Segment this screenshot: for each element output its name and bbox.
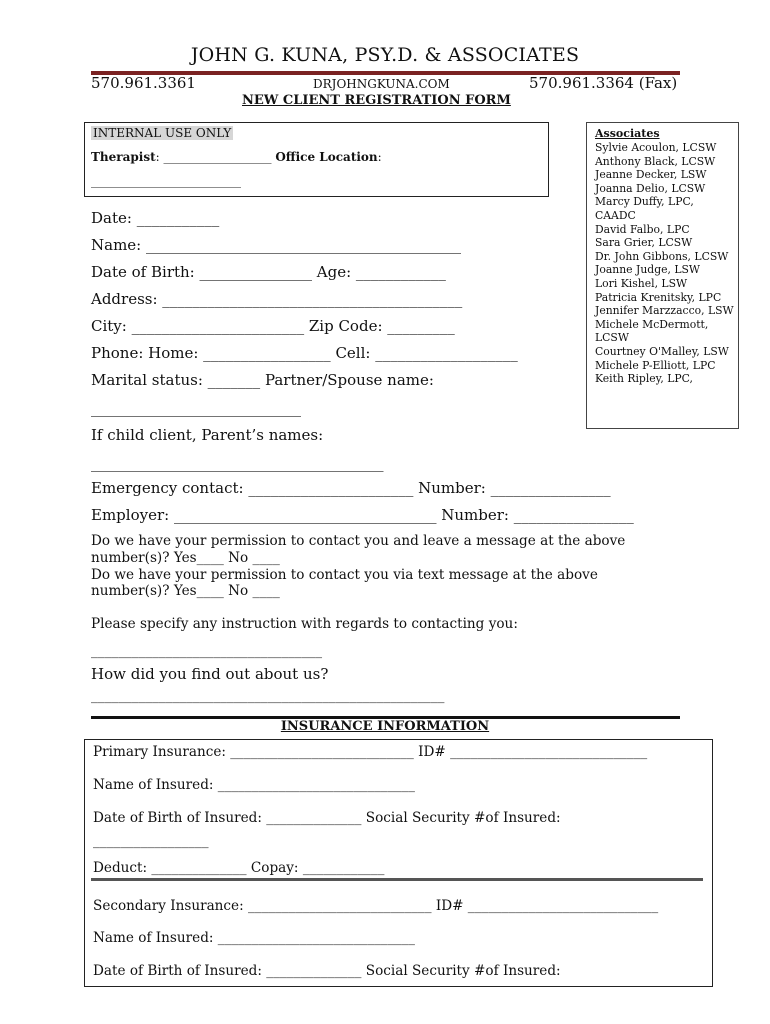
primary-ssn-line[interactable]: _________________ <box>93 833 209 849</box>
deduct-copay-field[interactable]: Deduct: ______________ Copay: ____________ <box>93 860 385 876</box>
secondary-insured-name-field[interactable]: Name of Insured: _____________________________ <box>93 930 415 946</box>
practice-title: JOHN G. KUNA, PSY.D. & ASSOCIATES <box>190 44 580 66</box>
text-permission-answer[interactable]: number(s)? Yes____ No ____ <box>91 583 280 599</box>
associate-name: Courtney O'Malley, LSW <box>595 344 729 358</box>
secondary-insurance-field[interactable]: Secondary Insurance: ___________________________ ID# ____________________________ <box>93 898 659 914</box>
associate-name: Anthony Black, LCSW <box>595 154 716 168</box>
primary-insured-dob-ssn-field[interactable]: Date of Birth of Insured: ______________ Social Security #of Insured: <box>93 810 561 826</box>
name-field[interactable]: Name: __________________________________________ <box>91 236 461 254</box>
insurance-title: INSURANCE INFORMATION <box>280 719 490 734</box>
referral-source-label: How did you find out about us? <box>91 665 329 683</box>
associates-list <box>595 141 737 386</box>
phone-number: 570.961.3361 <box>91 74 196 92</box>
referral-source-line[interactable]: ____________________________________________________ <box>91 688 445 704</box>
internal-use-label: INTERNAL USE ONLY <box>93 126 232 140</box>
message-permission-answer[interactable]: number(s)? Yes____ No ____ <box>91 550 280 566</box>
associates-box <box>586 122 739 429</box>
associate-name: David Falbo, LPC <box>595 222 690 236</box>
associate-name: Keith Ripley, LPC, <box>595 372 693 386</box>
associate-name: Marcy Duffy, LPC, CAADC <box>595 195 694 222</box>
phone-field[interactable]: Phone: Home: _________________ Cell: ___________________ <box>91 344 518 362</box>
associate-name: Michele McDermott, LCSW <box>595 317 709 345</box>
associate-name: Dr. John Gibbons, LCSW <box>595 249 729 263</box>
text-permission-question: Do we have your permission to contact you via text message at the above <box>91 567 598 583</box>
fax-number: 570.961.3364 (Fax) <box>529 74 678 92</box>
associate-name: Sylvie Acoulon, LCSW <box>595 141 717 154</box>
dob-age-field[interactable]: Date of Birth: _______________ Age: ____________ <box>91 263 446 281</box>
city-zip-field[interactable]: City: _______________________ Zip Code: _________ <box>91 317 455 335</box>
website: DRJOHNGKUNA.COM <box>313 77 450 91</box>
parent-names-label: If child client, Parent’s names: <box>91 426 324 444</box>
associate-name: Jennifer Marzzacco, LSW <box>595 304 734 318</box>
insurance-separator <box>91 878 703 881</box>
employer-field[interactable]: Employer: ___________________________________ Number: ________________ <box>91 506 634 524</box>
associate-name: Joanna Delio, LCSW <box>595 181 706 195</box>
associates-title: Associates <box>595 127 660 140</box>
form-title: NEW CLIENT REGISTRATION FORM <box>242 93 511 108</box>
parent-names-line[interactable]: _______________________________________ <box>91 454 384 472</box>
primary-insurance-field[interactable]: Primary Insurance: ___________________________ ID# _____________________________ <box>93 744 648 760</box>
emergency-contact-field[interactable]: Emergency contact: ______________________ Number: ________________ <box>91 479 611 497</box>
associate-name: Joanne Judge, LSW <box>595 263 701 277</box>
date-field[interactable]: Date: ___________ <box>91 209 220 227</box>
primary-insured-name-field[interactable]: Name of Insured: _____________________________ <box>93 777 415 793</box>
contact-instruction-label: Please specify any instruction with regards to contacting you: <box>91 616 518 632</box>
associate-name: Lori Kishel, LSW <box>595 276 688 290</box>
office-location-line[interactable]: _________________________ <box>91 174 241 188</box>
secondary-insured-dob-ssn-field[interactable]: Date of Birth of Insured: ______________ Social Security #of Insured: <box>93 963 561 979</box>
contact-instruction-line[interactable]: __________________________________ <box>91 643 323 659</box>
associate-name: Sara Grier, LCSW <box>595 236 693 250</box>
address-field[interactable]: Address: ________________________________________ <box>91 290 463 308</box>
message-permission-question: Do we have your permission to contact you and leave a message at the above <box>91 533 626 549</box>
marital-status-field[interactable]: Marital status: _______ Partner/Spouse name: <box>91 371 434 389</box>
associate-name: Jeanne Decker, LSW <box>595 168 707 182</box>
associate-name: Michele P-Elliott, LPC <box>595 358 716 372</box>
associate-name: Patricia Krenitsky, LPC <box>595 290 722 304</box>
partner-name-line[interactable]: ____________________________ <box>91 399 301 417</box>
therapist-office-field[interactable]: Therapist: __________________ Office Location: <box>91 150 382 164</box>
